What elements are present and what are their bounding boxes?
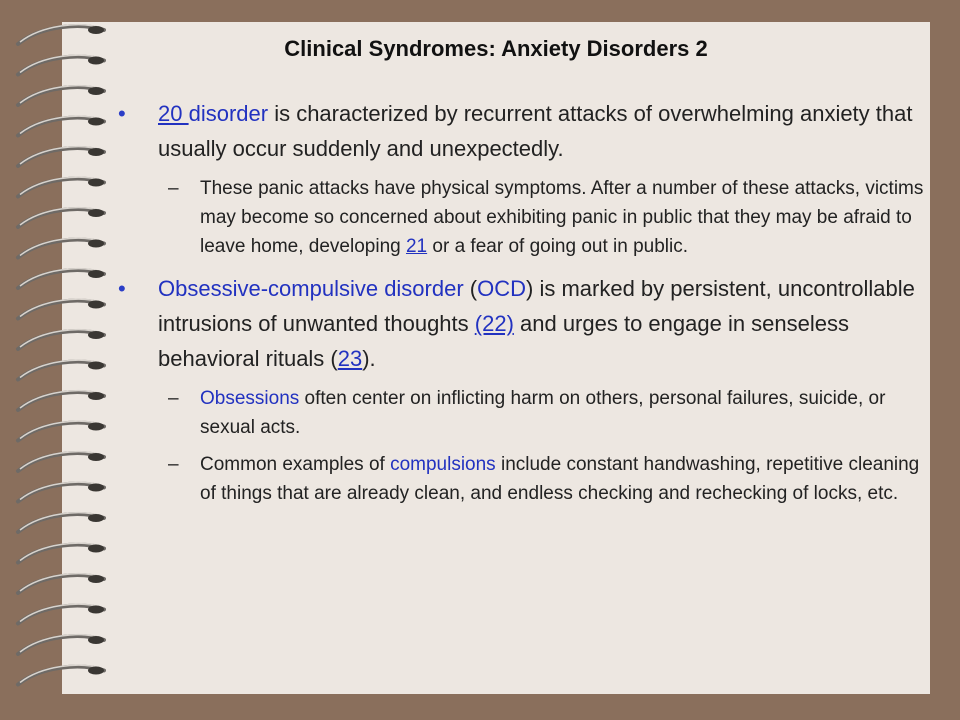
- dash-icon: –: [168, 454, 179, 475]
- sub-bullet-obsessions: [118, 384, 928, 442]
- dash-icon: –: [168, 388, 179, 409]
- blank-21[interactable]: 21: [405, 236, 428, 257]
- term-disorder: disorder: [188, 101, 269, 126]
- term-ocd-full: Obsessive-compulsive disorder: [158, 276, 464, 301]
- bullet-panic-disorder: [118, 96, 928, 166]
- sub-bullet-panic-attacks: [118, 174, 928, 261]
- sub-text-end: include constant handwashing, repetitive cleaning of things that are already clean, and endless checking and rechecking of locks, etc.: [200, 454, 920, 504]
- sub-text: These panic attacks have physical symptoms. After a number of these attacks, victims may become so concerned about exhibiting panic in public that they may be afraid to leave home, developing: [200, 178, 924, 257]
- bullet-text: ) is marked by persistent, uncontrollable intrusions of unwanted thoughts: [158, 276, 915, 336]
- term-ocd: OCD: [477, 276, 527, 301]
- term-obsessions: Obsessions: [200, 388, 300, 409]
- bullet-text-3: ).: [362, 346, 376, 371]
- spiral-binding-icon: [0, 0, 120, 720]
- bullet-ocd: [118, 271, 928, 376]
- sub-bullet-compulsions: [118, 450, 928, 508]
- page-title: Clinical Syndromes: Anxiety Disorders 2: [284, 36, 708, 61]
- bullet-icon: •: [118, 101, 126, 126]
- bullet-text: is characterized by recurrent attacks of overwhelming anxiety that usually occur suddenly and unexpectedly.: [158, 101, 913, 161]
- term-compulsions: compulsions: [390, 454, 496, 475]
- sub-text-end: or a fear of going out in public.: [427, 236, 689, 257]
- blank-23[interactable]: 23: [337, 346, 363, 371]
- blank-20[interactable]: 20: [158, 101, 189, 126]
- bullet-icon: •: [118, 276, 126, 301]
- sub-text: often center on inflicting harm on others, personal failures, suicide, or sexual acts.: [200, 388, 886, 438]
- dash-icon: –: [168, 178, 179, 199]
- slide-content: [118, 96, 928, 508]
- sub-text: Common examples of: [200, 454, 391, 475]
- bullet-text-2: and urges to engage in senseless behavioral rituals (: [158, 311, 850, 371]
- blank-22[interactable]: (22): [474, 311, 514, 336]
- paren-open: (: [463, 276, 478, 301]
